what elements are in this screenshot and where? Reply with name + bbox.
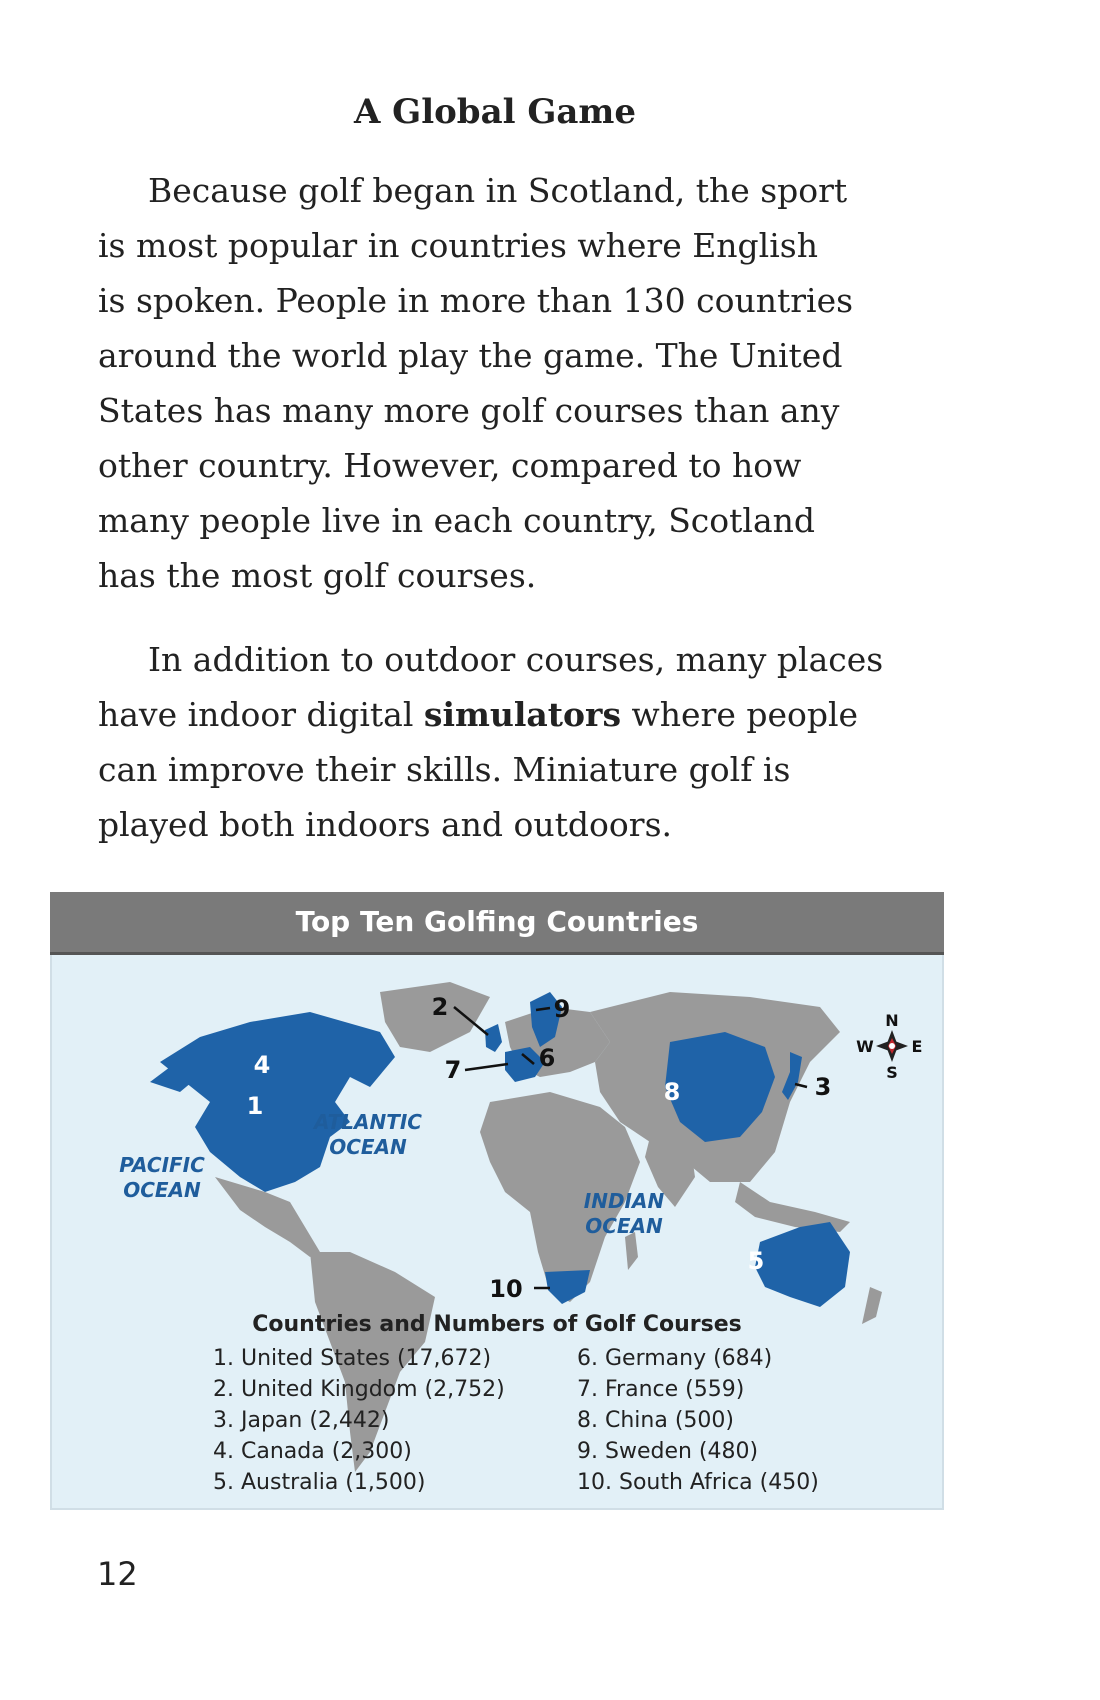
- paragraph-line: can improve their skills. Miniature golf is: [98, 750, 791, 789]
- country-marker: 1: [246, 1092, 264, 1120]
- ocean-label: INDIAN: [583, 1189, 665, 1213]
- legend-item: 2. United Kingdom (2,752): [213, 1377, 505, 1402]
- glossary-term-simulators: simulators: [423, 695, 622, 734]
- ocean-label: OCEAN: [329, 1135, 407, 1159]
- legend-column-1: [213, 1343, 505, 1498]
- legend-title: Countries and Numbers of Golf Courses: [252, 1312, 742, 1337]
- legend-item: 10. South Africa (450): [577, 1470, 819, 1495]
- compass-label: S: [886, 1063, 898, 1082]
- paragraph-line: States has many more golf courses than any: [98, 391, 840, 430]
- ocean-label: ATLANTIC: [314, 1110, 422, 1134]
- southeast-asia-shape: [735, 1182, 850, 1232]
- legend-item: 1. United States (17,672): [213, 1346, 492, 1371]
- paragraph-1: [98, 163, 918, 603]
- compass-label: E: [911, 1037, 923, 1056]
- legend-item: 8. China (500): [577, 1408, 734, 1433]
- paragraph-line: other country. However, compared to how: [98, 446, 802, 485]
- ocean-label: PACIFIC: [119, 1153, 205, 1177]
- south-africa-highlight: [545, 1270, 590, 1304]
- paragraph-line: many people live in each country, Scotland: [98, 501, 816, 540]
- ocean-label: OCEAN: [123, 1178, 201, 1202]
- legend-item: 7. France (559): [577, 1377, 745, 1402]
- legend-item: 9. Sweden (480): [577, 1439, 759, 1464]
- country-marker: 4: [253, 1051, 271, 1079]
- paragraph-line: around the world play the game. The United: [98, 336, 843, 375]
- paragraph-line: is most popular in countries where English: [98, 226, 818, 265]
- paragraph-line: [98, 687, 918, 742]
- legend-column-2: [577, 1343, 819, 1498]
- country-marker: 2: [431, 993, 449, 1021]
- paragraph-line: played both indoors and outdoors.: [98, 805, 672, 844]
- text-run: have indoor digital: [98, 695, 424, 734]
- text-run: where people: [621, 695, 859, 734]
- australia-highlight: [755, 1222, 850, 1307]
- country-marker: 9: [553, 995, 571, 1023]
- paragraph-line: has the most golf courses.: [98, 556, 537, 595]
- ocean-label: OCEAN: [585, 1214, 663, 1238]
- country-marker: 8: [663, 1078, 681, 1106]
- country-marker: 5: [747, 1247, 765, 1275]
- compass-label: N: [885, 1011, 899, 1030]
- country-marker: 3: [814, 1073, 832, 1101]
- compass-label: W: [856, 1037, 874, 1056]
- page-number: 12: [97, 1555, 138, 1593]
- legend-item: 4. Canada (2,300): [213, 1439, 412, 1464]
- paragraph-line: is spoken. People in more than 130 countries: [98, 281, 854, 320]
- country-marker: 7: [444, 1056, 462, 1084]
- compass-rose-icon: [856, 1011, 922, 1082]
- legend-item: 6. Germany (684): [577, 1346, 773, 1371]
- map-title: Top Ten Golfing Countries: [50, 892, 944, 955]
- legend-item: 3. Japan (2,442): [213, 1408, 390, 1433]
- uk-highlight: [485, 1024, 502, 1052]
- section-heading: A Global Game: [353, 92, 637, 132]
- country-marker: 10: [489, 1275, 523, 1303]
- paragraph-line: In addition to outdoor courses, many places: [148, 640, 884, 679]
- country-marker: 6: [538, 1044, 556, 1072]
- legend-item: 5. Australia (1,500): [213, 1470, 426, 1495]
- paragraph-line: Because golf began in Scotland, the sport: [148, 171, 848, 210]
- paragraph-2: [98, 632, 918, 852]
